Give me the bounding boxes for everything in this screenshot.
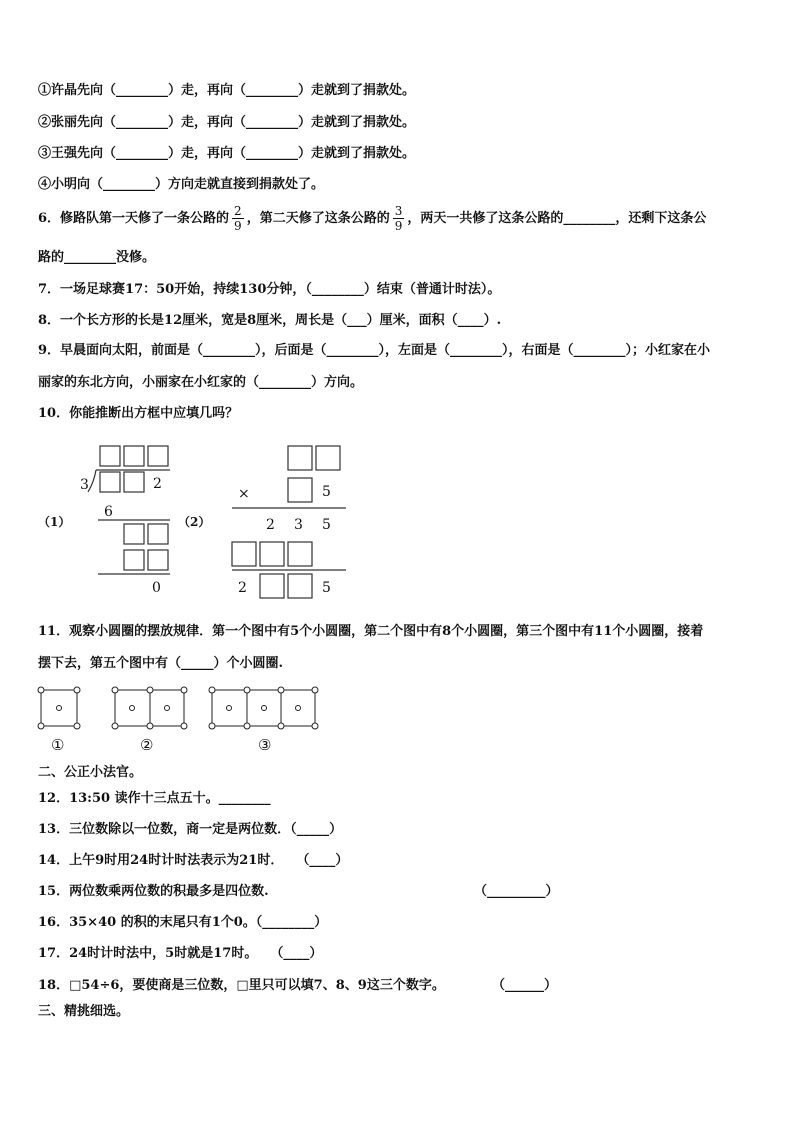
fraction-denominator: 9 xyxy=(394,219,403,233)
corner-circle xyxy=(112,723,118,729)
fraction-numerator: 2 xyxy=(234,204,242,218)
corner-circle xyxy=(244,723,250,729)
corner-circle xyxy=(74,723,80,729)
answer-box[interactable] xyxy=(232,542,256,566)
remainder-digit: 0 xyxy=(152,580,161,596)
corner-circle xyxy=(38,687,44,693)
fraction-three-ninths xyxy=(393,204,405,233)
q13-line: 13．三位数除以一位数，商一定是两位数．（_____） xyxy=(38,822,343,837)
circle-pattern-figure xyxy=(0,684,794,754)
answer-box[interactable] xyxy=(100,446,120,466)
q10-line: 10．你能推断出方框中应填几吗？ xyxy=(38,406,239,421)
q6-text-b: ，第二天修了这条公路的 xyxy=(246,211,390,226)
answer-box[interactable] xyxy=(148,524,168,544)
q14-line: 14．上午9时用24时计时法表示为21时． （____） xyxy=(38,853,349,868)
q6-line-2: 路的________没修。 xyxy=(38,250,156,265)
q5-line-2: ②张丽先向（________）走，再向（________）走就到了捐款处。 xyxy=(38,115,416,130)
corner-circle xyxy=(244,687,250,693)
puzzle-label-1: （1） xyxy=(38,515,71,529)
q17-line: 17．24时计时法中，5时就是17时。 （____） xyxy=(38,946,323,961)
q5-line-4: ④小明向（________）方向走就直接到捐款处了。 xyxy=(38,177,325,192)
answer-box[interactable] xyxy=(124,446,144,466)
answer-box[interactable] xyxy=(148,550,168,570)
corner-circle xyxy=(147,723,153,729)
puzzle-label-2: （2） xyxy=(178,515,211,529)
partial-digit: 6 xyxy=(104,504,113,520)
corner-circle xyxy=(181,687,187,693)
figure-label-1: ① xyxy=(51,736,65,754)
center-circle xyxy=(130,706,135,711)
q5-line-3: ③王强先向（________）走，再向（________）走就到了捐款处。 xyxy=(38,146,416,161)
partial-product-digit: 3 xyxy=(294,517,303,533)
times-sign: × xyxy=(238,486,250,502)
answer-box[interactable] xyxy=(288,446,312,470)
q10-puzzle-figure xyxy=(0,440,794,610)
q6-text-c: ，两天一共修了这条公路的________，还剩下这条公 xyxy=(407,211,707,226)
section-2-heading: 二、公正小法官。 xyxy=(38,765,143,780)
answer-box[interactable] xyxy=(260,574,284,598)
corner-circle xyxy=(312,723,318,729)
q15-line: 15．两位数乘两位数的积最多是四位数. xyxy=(38,884,269,899)
figure-label-2: ② xyxy=(140,736,154,754)
division-bracket xyxy=(88,470,96,492)
center-circle xyxy=(296,706,301,711)
q9-line-1: 9．早晨面向太阳，前面是（________），后面是（________），左面是（________），右面是（________）；小红家在小 xyxy=(38,343,711,358)
corner-circle xyxy=(312,687,318,693)
fraction-two-ninths xyxy=(232,204,244,233)
q5-line-1: ①许晶先向（________）走，再向（________）走就到了捐款处。 xyxy=(38,83,416,98)
q7-line: 7．一场足球赛17：50开始，持续130分钟，（________）结束（普通计时法）。 xyxy=(38,282,501,297)
dividend-digit: 2 xyxy=(153,476,162,492)
answer-box[interactable] xyxy=(124,472,144,492)
center-circle xyxy=(262,706,267,711)
product-digit: 5 xyxy=(322,580,331,596)
q15-answer: （_________） xyxy=(474,884,559,899)
q9-line-2: 丽家的东北方向，小丽家在小红家的（________）方向。 xyxy=(38,375,364,390)
q18-line: 18．□54÷6，要使商是三位数，□里只可以填7、8、9这三个数字。 xyxy=(38,978,445,993)
answer-box[interactable] xyxy=(288,478,312,502)
q16-line: 16．35×40 的积的末尾只有1个0。（________） xyxy=(38,915,328,930)
corner-circle xyxy=(112,687,118,693)
q6-text-a: 6．修路队第一天修了一条公路的 xyxy=(38,211,230,226)
divisor-digit: 3 xyxy=(80,477,89,493)
answer-box[interactable] xyxy=(124,524,144,544)
answer-box[interactable] xyxy=(260,542,284,566)
answer-box[interactable] xyxy=(124,550,144,570)
corner-circle xyxy=(38,723,44,729)
q11-line-1: 11．观察小圆圈的摆放规律．第一个图中有5个小圆圈，第二个图中有8个小圆圈，第三个图中有11个小圆圈，接着 xyxy=(38,624,704,639)
section-3-heading: 三、精挑细选。 xyxy=(38,1004,130,1019)
answer-box[interactable] xyxy=(100,472,120,492)
answer-box[interactable] xyxy=(288,574,312,598)
q8-line: 8．一个长方形的长是12厘米，宽是8厘米，周长是（___）厘米，面积（____）. xyxy=(38,313,502,328)
partial-product-digit: 2 xyxy=(266,517,275,533)
product-digit: 2 xyxy=(238,580,247,596)
corner-circle xyxy=(278,687,284,693)
answer-box[interactable] xyxy=(148,446,168,466)
partial-product-digit: 5 xyxy=(322,517,331,533)
corner-circle xyxy=(209,687,215,693)
corner-circle xyxy=(278,723,284,729)
corner-circle xyxy=(74,687,80,693)
corner-circle xyxy=(147,687,153,693)
figure-label-3: ③ xyxy=(258,736,272,754)
answer-box[interactable] xyxy=(288,542,312,566)
q12-line: 12．13:50 读作十三点五十。________ xyxy=(38,791,271,806)
corner-circle xyxy=(181,723,187,729)
q18-answer: （______） xyxy=(492,978,558,993)
fraction-denominator: 9 xyxy=(234,219,242,233)
center-circle xyxy=(165,706,170,711)
center-circle xyxy=(57,706,62,711)
q11-line-2: 摆下去，第五个图中有（_____）个小圆圈. xyxy=(38,656,284,671)
q6-line xyxy=(38,203,706,235)
answer-box[interactable] xyxy=(316,446,340,470)
fraction-numerator: 3 xyxy=(394,204,403,218)
center-circle xyxy=(227,706,232,711)
corner-circle xyxy=(209,723,215,729)
multiplier-digit: 5 xyxy=(322,484,331,500)
